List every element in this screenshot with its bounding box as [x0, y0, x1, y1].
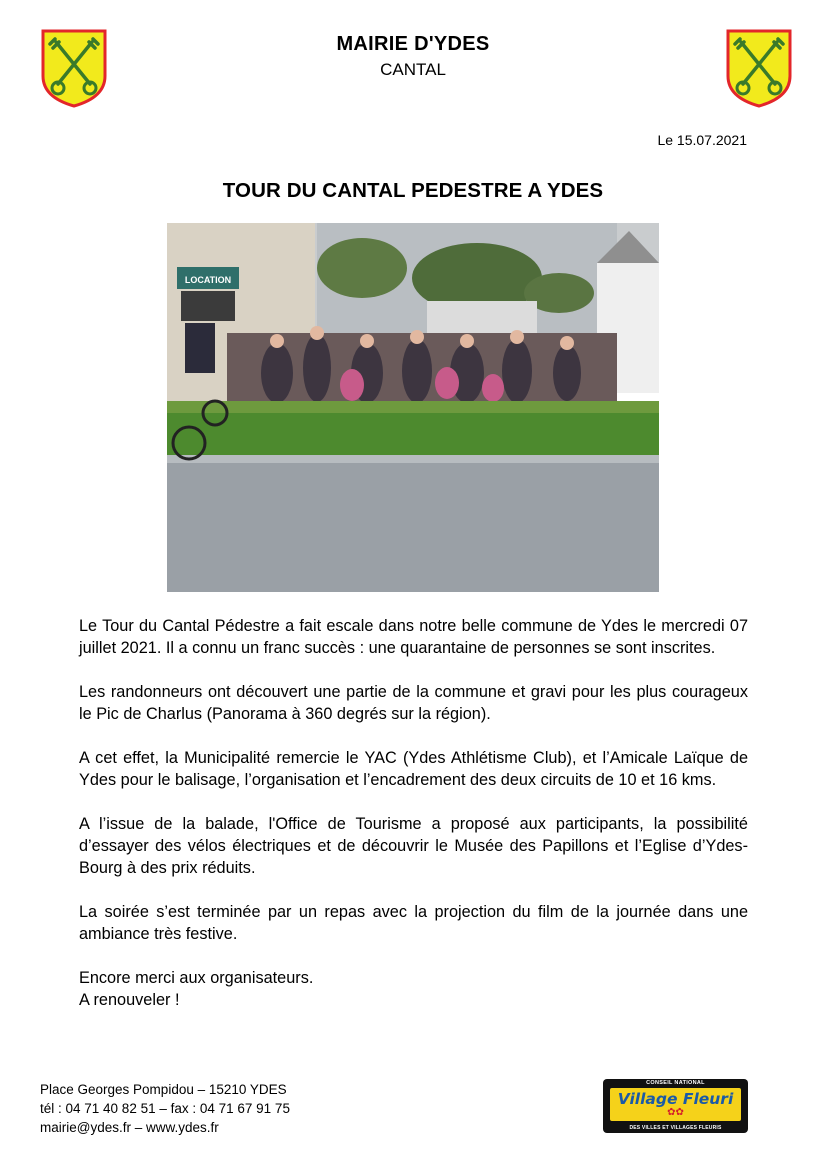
flower-icon: ✿✿ [667, 1107, 684, 1118]
closing-line: A renouveler ! [79, 991, 180, 1009]
footer-phone: tél : 04 71 40 82 51 – fax : 04 71 67 91 75 [40, 1101, 290, 1116]
paragraph: Le Tour du Cantal Pédestre a fait escale dans notre belle commune de Ydes le mercredi 07 juillet 2021. Il a connu un franc succès : une quarantaine de personnes se sont inscrites. [79, 617, 748, 657]
closing-line: Encore merci aux organisateurs. [79, 969, 314, 987]
town-hall-name: MAIRIE D'YDES [336, 33, 490, 55]
paragraph: A l’issue de la balade, l'Office de Tourisme a proposé aux participants, la possibilité d’essayer des vélos électriques et de découvrir le Musée des Papillons et l’Eglise d’Ydes-Bourg à des prix réduits. [79, 815, 748, 877]
paragraph: A cet effet, la Municipalité remercie le YAC (Ydes Athlétisme Club), et l’Amicale Laïque de Ydes pour le balisage, l’organisation et l’encadrement des deux circuits de 10 et 16 kms. [79, 749, 748, 789]
label-name: Village Fleuri [617, 1090, 734, 1108]
footer-contact [40, 1080, 290, 1137]
document-date: Le 15.07.2021 [657, 132, 747, 148]
label-bottom-text: DES VILLES ET VILLAGES FLEURIS [629, 1125, 722, 1131]
department-name: CANTAL [380, 60, 446, 79]
closing-text [79, 967, 748, 1011]
footer-email-web: mairie@ydes.fr – www.ydes.fr [40, 1120, 219, 1135]
article-body [79, 615, 748, 1011]
village-fleuri-label [603, 1079, 748, 1133]
photo-sign: LOCATION [184, 275, 232, 285]
footer-address: Place Georges Pompidou – 15210 YDES [40, 1082, 287, 1097]
letterhead [0, 32, 826, 82]
label-panel [610, 1088, 741, 1121]
paragraph: La soirée s’est terminée par un repas avec la projection du film de la journée dans une ambiance très festive. [79, 903, 748, 943]
group-photo [167, 223, 659, 592]
paragraph: Les randonneurs ont découvert une partie de la commune et gravi pour les plus courageux le Pic de Charlus (Panorama à 360 degrés sur la région). [79, 683, 748, 723]
label-top-text: CONSEIL NATIONAL [646, 1080, 705, 1086]
article-title: TOUR DU CANTAL PEDESTRE A YDES [222, 179, 604, 202]
